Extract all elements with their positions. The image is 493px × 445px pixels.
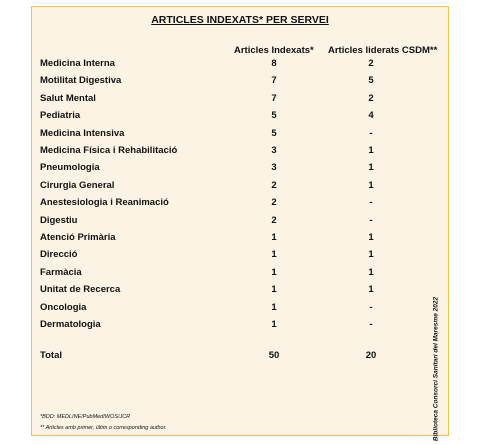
table-panel xyxy=(31,6,449,442)
table-row xyxy=(32,215,448,231)
service-cell: Oncologia xyxy=(40,301,87,313)
led-cell: 1 xyxy=(368,162,374,174)
indexed-cell: 1 xyxy=(271,301,277,313)
led-cell: 1 xyxy=(368,232,374,243)
service-cell: Atenció Primària xyxy=(40,232,116,243)
led-cell: 1 xyxy=(368,284,374,296)
indexed-cell: 2 xyxy=(271,197,277,209)
led-cell: 1 xyxy=(368,266,374,278)
led-cell: 2 xyxy=(368,58,374,69)
service-cell: Direcció xyxy=(40,249,78,261)
column-header-led: Articles liderats CSDM** xyxy=(328,45,438,56)
total-indexed: 50 xyxy=(268,350,280,361)
service-cell: Pneumologia xyxy=(40,162,100,174)
table-row xyxy=(32,110,448,126)
service-cell: Salut Mental xyxy=(40,92,96,104)
led-cell: 1 xyxy=(368,145,374,156)
led-cell: 2 xyxy=(368,92,374,104)
table-row xyxy=(32,162,448,178)
table-row xyxy=(32,249,448,265)
led-cell: - xyxy=(369,301,373,313)
table-row xyxy=(32,180,448,196)
table-row xyxy=(32,128,448,144)
table-row xyxy=(32,232,448,248)
service-cell: Anestesiologia i Reanimació xyxy=(40,197,169,209)
table-row xyxy=(32,319,448,335)
total-led: 20 xyxy=(365,350,377,361)
table-row xyxy=(32,58,448,74)
table-title: ARTICLES INDEXATS* PER SERVEI xyxy=(151,14,329,26)
indexed-cell: 2 xyxy=(271,179,277,191)
led-cell: 4 xyxy=(368,110,374,122)
total-label: Total xyxy=(40,350,62,361)
side-caption: Biblioteca Consorci Sanitari del Maresme 2022 xyxy=(432,296,440,442)
table-row xyxy=(32,267,448,283)
service-cell: Unitat de Recerca xyxy=(40,284,121,296)
service-cell: Farmàcia xyxy=(40,266,82,278)
column-header-indexed: Articles Indexats* xyxy=(234,45,314,56)
table-row xyxy=(32,93,448,109)
indexed-cell: 2 xyxy=(271,214,277,226)
table-row xyxy=(32,197,448,213)
indexed-cell: 5 xyxy=(271,110,277,122)
service-cell: Medicina Interna xyxy=(40,58,115,69)
indexed-cell: 7 xyxy=(271,75,277,87)
led-cell: 1 xyxy=(368,179,374,191)
indexed-cell: 1 xyxy=(271,319,277,330)
service-cell: Digestiu xyxy=(40,214,78,226)
footnote-authorship: ** Articles amb primer, últim o corresponding author. xyxy=(40,425,167,431)
indexed-cell: 8 xyxy=(271,58,277,69)
indexed-cell: 1 xyxy=(271,266,277,278)
footnote-databases: *BDD: MEDLINE/PubMed/WOS/JCR xyxy=(40,414,131,420)
indexed-cell: 1 xyxy=(271,232,277,243)
led-cell: - xyxy=(369,319,373,330)
service-cell: Medicina Intensiva xyxy=(40,127,125,139)
table-row xyxy=(32,145,448,161)
table-row xyxy=(32,302,448,318)
indexed-cell: 1 xyxy=(271,249,277,261)
indexed-cell: 3 xyxy=(271,162,277,174)
service-cell: Cirurgia General xyxy=(40,179,115,191)
led-cell: - xyxy=(369,197,373,209)
service-cell: Motilitat Digestiva xyxy=(40,75,122,87)
indexed-cell: 5 xyxy=(271,127,277,139)
table-row xyxy=(32,284,448,300)
total-row xyxy=(32,350,448,366)
led-cell: 1 xyxy=(368,249,374,261)
service-cell: Dermatologia xyxy=(40,319,101,330)
indexed-cell: 1 xyxy=(271,284,277,296)
indexed-cell: 3 xyxy=(271,145,277,156)
led-cell: - xyxy=(369,214,373,226)
led-cell: 5 xyxy=(368,75,374,87)
indexed-cell: 7 xyxy=(271,92,277,104)
table-row xyxy=(32,75,448,91)
service-cell: Pediatria xyxy=(40,110,81,122)
led-cell: - xyxy=(369,127,373,139)
service-cell: Medicina Física i Rehabilitació xyxy=(40,145,178,156)
